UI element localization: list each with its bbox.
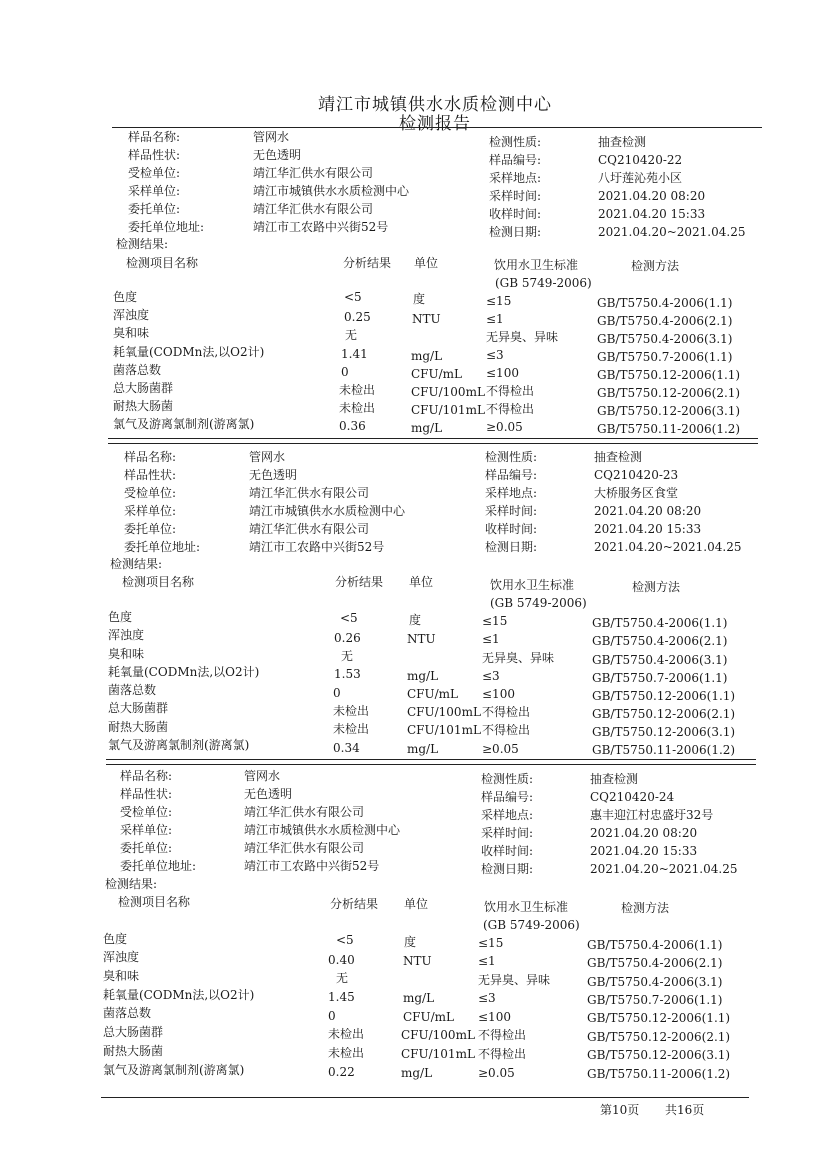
item-result: 1.45: [328, 990, 355, 1004]
item-unit: NTU: [403, 954, 432, 968]
label-test-date: 检测日期:: [489, 225, 542, 239]
item-unit: CFU/101mL: [411, 403, 485, 417]
label-sampling-unit: 采样单位:: [128, 184, 181, 198]
item-name: 浑浊度: [113, 308, 150, 322]
org-title: 靖江市城镇供水水质检测中心: [318, 95, 552, 115]
label-sampling-time: 采样时间:: [485, 504, 538, 518]
col-unit: 单位: [404, 897, 429, 911]
item-method: GB/T5750.11-2006(1.2): [587, 1067, 731, 1081]
item-name: 菌落总数: [103, 1006, 152, 1020]
item-standard: 不得检出: [482, 705, 531, 719]
value-test-nature: 抽查检测: [598, 135, 647, 149]
item-standard: ≤15: [478, 936, 504, 950]
item-result: 0: [333, 686, 341, 700]
col-standard: 饮用水卫生标准: [494, 258, 579, 272]
item-name: 氯气及游离氯制剂(游离氯): [103, 1063, 245, 1077]
label-sample-property: 样品性状:: [124, 468, 177, 482]
item-name: 耐热大肠菌: [103, 1044, 164, 1058]
item-standard: 不得检出: [482, 723, 531, 737]
item-method: GB/T5750.7-2006(1.1): [587, 993, 723, 1007]
footer-rule: [101, 1097, 749, 1098]
sample-block-3: [102, 767, 752, 1081]
item-method: GB/T5750.4-2006(3.1): [587, 975, 723, 989]
col-item: 检测项目名称: [122, 575, 195, 589]
item-unit: mg/L: [411, 349, 443, 363]
col-result: 分析结果: [330, 897, 379, 911]
item-name: 浑浊度: [103, 950, 140, 964]
page-number: [600, 1101, 704, 1118]
col-standard: 饮用水卫生标准: [484, 900, 569, 914]
item-method: GB/T5750.4-2006(3.1): [592, 653, 728, 667]
item-name: 氯气及游离氯制剂(游离氯): [108, 738, 250, 752]
item-result: 未检出: [333, 722, 370, 736]
label-results: 检测结果:: [105, 877, 158, 891]
item-name: 色度: [103, 932, 128, 946]
label-receive-time: 收样时间:: [489, 207, 542, 221]
item-result: 无: [341, 649, 354, 663]
sample-block-2: [106, 447, 756, 757]
item-name: 耗氧量(CODMn法,以O2计): [103, 988, 255, 1002]
item-result: 0.40: [328, 953, 355, 967]
label-sampling-place: 采样地点:: [485, 486, 538, 500]
item-name: 氯气及游离氯制剂(游离氯): [113, 417, 255, 431]
item-standard: 无异臭、异味: [482, 651, 555, 665]
value-sampling-unit: 靖江市城镇供水水质检测中心: [253, 184, 410, 198]
item-name: 耗氧量(CODMn法,以O2计): [108, 665, 260, 679]
value-sampling-place: 惠丰迎江村忠盛圩32号: [590, 808, 714, 822]
col-unit: 单位: [409, 575, 434, 589]
item-method: GB/T5750.7-2006(1.1): [592, 671, 728, 685]
label-inspected-unit: 受检单位:: [128, 166, 181, 180]
label-test-date: 检测日期:: [485, 540, 538, 554]
value-receive-time: 2021.04.20 15:33: [590, 844, 698, 858]
value-inspected-unit: 靖江华汇供水有限公司: [253, 166, 374, 180]
item-name: 菌落总数: [113, 363, 162, 377]
label-sampling-unit: 采样单位:: [120, 823, 173, 837]
item-method: GB/T5750.12-2006(3.1): [587, 1048, 731, 1062]
col-item: 检测项目名称: [118, 895, 191, 909]
item-unit: 度: [409, 613, 422, 627]
page-label: 第10页: [600, 1103, 640, 1117]
label-sampling-unit: 采样单位:: [124, 504, 177, 518]
item-standard: ≥0.05: [482, 742, 519, 756]
value-sample-no: CQ210420-23: [594, 468, 679, 482]
label-sampling-place: 采样地点:: [481, 808, 534, 822]
item-standard: ≥0.05: [486, 420, 523, 434]
value-sampling-unit: 靖江市城镇供水水质检测中心: [249, 504, 406, 518]
col-standard-code: (GB 5749-2006): [483, 918, 580, 932]
label-client-address: 委托单位地址:: [120, 859, 197, 873]
item-unit: mg/L: [403, 991, 435, 1005]
item-name: 臭和味: [103, 969, 140, 983]
item-unit: mg/L: [411, 421, 443, 435]
label-inspected-unit: 受检单位:: [120, 805, 173, 819]
item-result: 无: [336, 971, 349, 985]
item-unit: 度: [413, 292, 426, 306]
item-name: 色度: [113, 290, 138, 304]
item-unit: CFU/mL: [407, 687, 459, 701]
item-result: 0.22: [328, 1065, 355, 1079]
value-client-address: 靖江市工农路中兴街52号: [249, 540, 385, 554]
label-client-unit: 委托单位:: [128, 202, 181, 216]
value-client-address: 靖江市工农路中兴街52号: [253, 220, 389, 234]
label-sampling-time: 采样时间:: [481, 826, 534, 840]
item-unit: CFU/100mL: [407, 705, 481, 719]
item-standard: ≤1: [486, 312, 504, 326]
item-result: 未检出: [333, 704, 370, 718]
label-sample-name: 样品名称:: [128, 130, 181, 144]
label-sample-no: 样品编号:: [485, 468, 538, 482]
value-inspected-unit: 靖江华汇供水有限公司: [244, 805, 365, 819]
label-sample-name: 样品名称:: [120, 769, 173, 783]
label-sample-no: 样品编号:: [489, 153, 542, 167]
value-sample-property: 无色透明: [249, 468, 298, 482]
item-result: 1.53: [334, 667, 361, 681]
label-client-address: 委托单位地址:: [124, 540, 201, 554]
item-standard: ≤3: [478, 991, 496, 1005]
block-rule: [108, 438, 758, 439]
label-receive-time: 收样时间:: [481, 844, 534, 858]
item-result: 1.41: [341, 347, 368, 361]
col-result: 分析结果: [335, 575, 384, 589]
value-sample-no: CQ210420-24: [590, 790, 675, 804]
col-unit: 单位: [414, 256, 439, 270]
value-sample-name: 管网水: [253, 130, 290, 144]
item-unit: mg/L: [407, 742, 439, 756]
value-client-unit: 靖江华汇供水有限公司: [244, 841, 365, 855]
col-method: 检测方法: [621, 901, 670, 915]
item-unit: mg/L: [401, 1066, 433, 1080]
col-method: 检测方法: [632, 580, 681, 594]
item-result: 未检出: [339, 383, 376, 397]
item-unit: CFU/100mL: [401, 1028, 475, 1042]
item-unit: NTU: [412, 312, 441, 326]
value-sampling-unit: 靖江市城镇供水水质检测中心: [244, 823, 401, 837]
item-method: GB/T5750.4-2006(2.1): [597, 314, 733, 328]
item-unit: 度: [404, 935, 417, 949]
label-client-address: 委托单位地址:: [128, 220, 205, 234]
item-result: 0.25: [344, 310, 371, 324]
item-standard: ≤100: [478, 1010, 511, 1024]
value-sampling-place: 八圩莲沁苑小区: [598, 171, 683, 185]
item-unit: CFU/100mL: [411, 385, 485, 399]
item-standard: 无异臭、异味: [478, 973, 551, 987]
item-method: GB/T5750.4-2006(2.1): [587, 956, 723, 970]
label-sample-property: 样品性状:: [128, 148, 181, 162]
col-result: 分析结果: [343, 256, 392, 270]
item-method: GB/T5750.7-2006(1.1): [597, 350, 733, 364]
value-test-nature: 抽查检测: [594, 450, 643, 464]
item-result: 0.36: [339, 419, 366, 433]
label-test-nature: 检测性质:: [489, 135, 542, 149]
value-sampling-time: 2021.04.20 08:20: [590, 826, 698, 840]
item-method: GB/T5750.12-2006(1.1): [592, 689, 736, 703]
item-method: GB/T5750.12-2006(1.1): [597, 368, 741, 382]
label-results: 检测结果:: [116, 237, 169, 251]
item-name: 浑浊度: [108, 628, 145, 642]
label-test-nature: 检测性质:: [485, 450, 538, 464]
item-name: 总大肠菌群: [108, 701, 169, 715]
item-result: <5: [336, 933, 354, 947]
item-unit: NTU: [407, 632, 436, 646]
item-standard: 不得检出: [478, 1047, 527, 1061]
value-sample-name: 管网水: [244, 769, 281, 783]
item-unit: CFU/101mL: [401, 1047, 475, 1061]
item-name: 臭和味: [113, 326, 150, 340]
item-unit: CFU/101mL: [407, 723, 481, 737]
item-result: 0.26: [334, 631, 361, 645]
value-client-unit: 靖江华汇供水有限公司: [253, 202, 374, 216]
label-client-unit: 委托单位:: [120, 841, 173, 855]
item-result: <5: [340, 611, 358, 625]
value-sample-property: 无色透明: [253, 148, 302, 162]
item-method: GB/T5750.4-2006(1.1): [587, 938, 723, 952]
item-standard: ≤15: [486, 294, 512, 308]
item-method: GB/T5750.4-2006(1.1): [597, 296, 733, 310]
label-receive-time: 收样时间:: [485, 522, 538, 536]
value-sampling-time: 2021.04.20 08:20: [594, 504, 702, 518]
value-sampling-time: 2021.04.20 08:20: [598, 189, 706, 203]
label-client-unit: 委托单位:: [124, 522, 177, 536]
item-standard: ≤1: [482, 632, 500, 646]
block-rule: [108, 443, 758, 444]
item-method: GB/T5750.4-2006(2.1): [592, 634, 728, 648]
value-test-nature: 抽查检测: [590, 772, 639, 786]
label-inspected-unit: 受检单位:: [124, 486, 177, 500]
item-name: 耗氧量(CODMn法,以O2计): [113, 345, 265, 359]
item-method: GB/T5750.12-2006(1.1): [587, 1011, 731, 1025]
value-test-date: 2021.04.20~2021.04.25: [590, 862, 738, 876]
item-method: GB/T5750.4-2006(3.1): [597, 332, 733, 346]
col-standard-code: (GB 5749-2006): [490, 596, 587, 610]
col-item: 检测项目名称: [126, 256, 199, 270]
item-method: GB/T5750.12-2006(3.1): [597, 404, 741, 418]
item-standard: ≤15: [482, 614, 508, 628]
item-standard: ≤100: [486, 366, 519, 380]
item-result: 0: [328, 1009, 336, 1023]
block-rule: [106, 759, 756, 760]
item-method: GB/T5750.12-2006(3.1): [592, 725, 736, 739]
item-result: 无: [345, 328, 358, 342]
item-name: 总大肠菌群: [113, 381, 174, 395]
item-standard: 不得检出: [478, 1028, 527, 1042]
item-standard: ≤1: [478, 954, 496, 968]
report-title: 检测报告: [399, 114, 471, 134]
item-standard: 不得检出: [486, 402, 535, 416]
item-name: 耐热大肠菌: [108, 720, 169, 734]
sample-block-1: [110, 127, 760, 437]
label-sample-name: 样品名称:: [124, 450, 177, 464]
value-sample-no: CQ210420-22: [598, 153, 683, 167]
label-test-date: 检测日期:: [481, 862, 534, 876]
col-standard: 饮用水卫生标准: [490, 578, 575, 592]
value-client-address: 靖江市工农路中兴街52号: [244, 859, 380, 873]
item-standard: ≥0.05: [478, 1066, 515, 1080]
item-name: 总大肠菌群: [103, 1025, 164, 1039]
item-method: GB/T5750.12-2006(2.1): [587, 1030, 731, 1044]
item-method: GB/T5750.12-2006(2.1): [597, 386, 741, 400]
item-standard: ≤3: [482, 669, 500, 683]
item-standard: 不得检出: [486, 384, 535, 398]
item-name: 臭和味: [108, 647, 145, 661]
item-method: GB/T5750.11-2006(1.2): [592, 743, 736, 757]
label-sampling-time: 采样时间:: [489, 189, 542, 203]
item-method: GB/T5750.12-2006(2.1): [592, 707, 736, 721]
item-result: <5: [344, 290, 362, 304]
item-unit: CFU/mL: [411, 367, 463, 381]
label-test-nature: 检测性质:: [481, 772, 534, 786]
item-name: 耐热大肠菌: [113, 399, 174, 413]
item-result: 0.34: [333, 741, 360, 755]
item-name: 色度: [108, 610, 133, 624]
col-standard-code: (GB 5749-2006): [495, 276, 592, 290]
total-pages-label: 共16页: [664, 1103, 705, 1117]
value-receive-time: 2021.04.20 15:33: [594, 522, 702, 536]
item-result: 0: [341, 365, 349, 379]
value-client-unit: 靖江华汇供水有限公司: [249, 522, 370, 536]
item-method: GB/T5750.4-2006(1.1): [592, 616, 728, 630]
block-rule: [106, 764, 756, 765]
label-sample-no: 样品编号:: [481, 790, 534, 804]
label-results: 检测结果:: [110, 557, 163, 571]
value-sample-name: 管网水: [249, 450, 286, 464]
item-standard: ≤100: [482, 687, 515, 701]
value-test-date: 2021.04.20~2021.04.25: [594, 540, 742, 554]
label-sampling-place: 采样地点:: [489, 171, 542, 185]
col-method: 检测方法: [631, 259, 680, 273]
value-receive-time: 2021.04.20 15:33: [598, 207, 706, 221]
value-test-date: 2021.04.20~2021.04.25: [598, 225, 746, 239]
value-sample-property: 无色透明: [244, 787, 293, 801]
item-result: 未检出: [328, 1027, 365, 1041]
item-result: 未检出: [339, 401, 376, 415]
item-standard: 无异臭、异味: [486, 330, 559, 344]
item-unit: mg/L: [407, 669, 439, 683]
value-inspected-unit: 靖江华汇供水有限公司: [249, 486, 370, 500]
item-name: 菌落总数: [108, 683, 157, 697]
value-sampling-place: 大桥服务区食堂: [594, 486, 679, 500]
label-sample-property: 样品性状:: [120, 787, 173, 801]
item-unit: CFU/mL: [403, 1010, 455, 1024]
item-standard: ≤3: [486, 348, 504, 362]
item-method: GB/T5750.11-2006(1.2): [597, 422, 741, 436]
item-result: 未检出: [328, 1046, 365, 1060]
